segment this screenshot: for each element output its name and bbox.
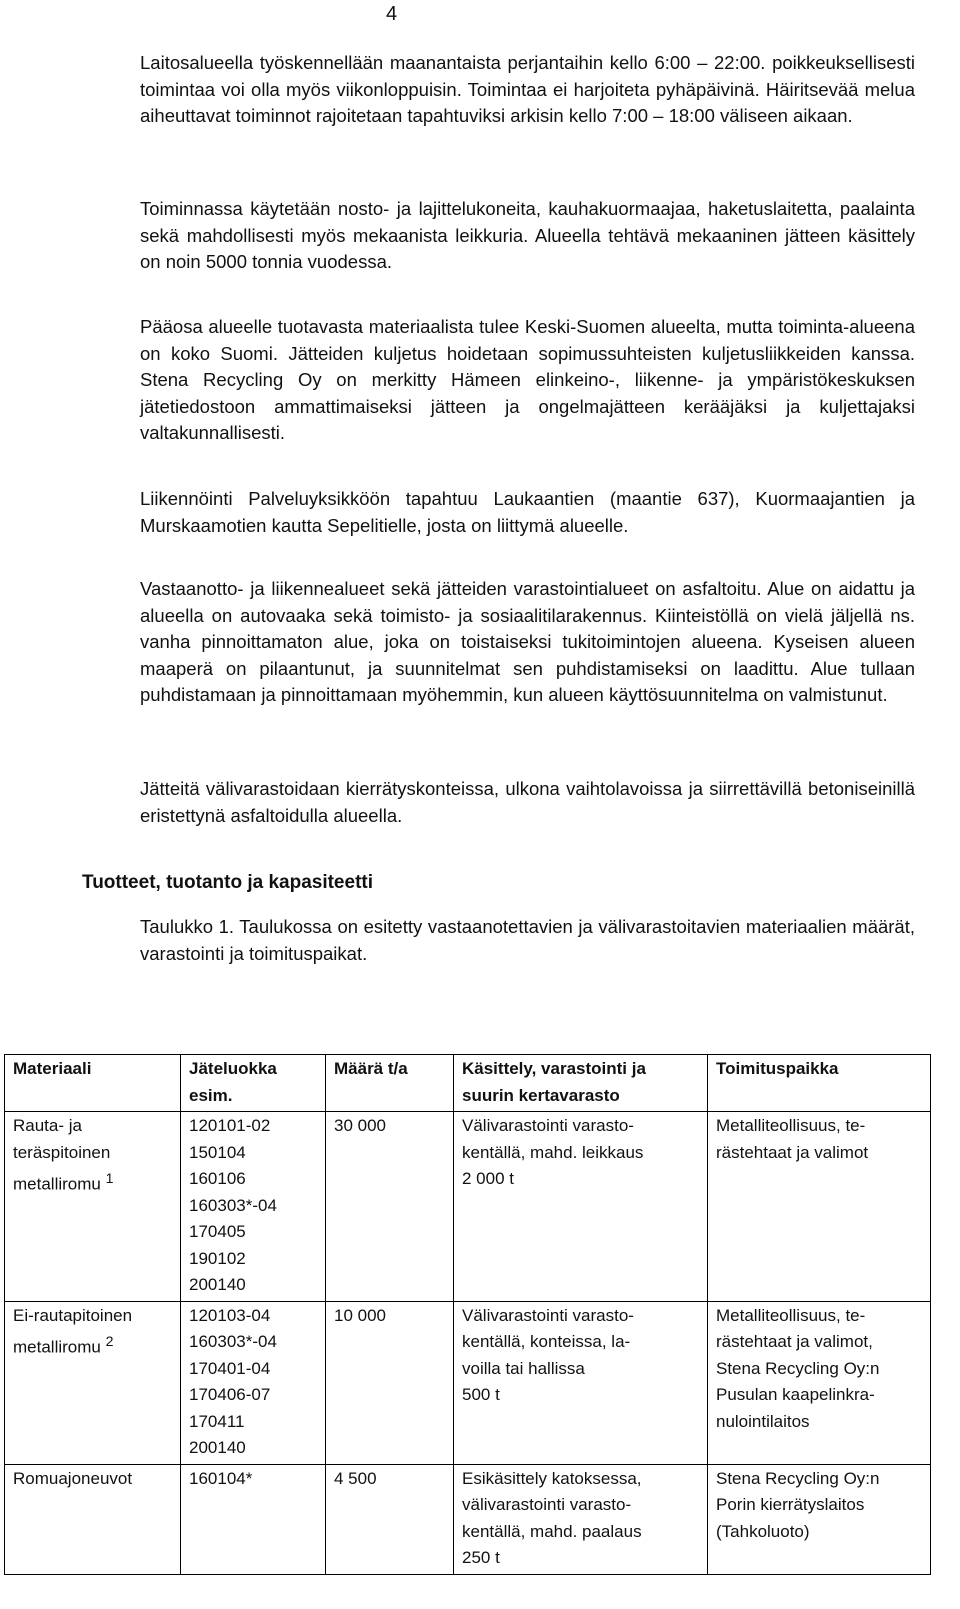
material-footnote: 2 (105, 1334, 114, 1350)
table-caption: Taulukko 1. Taulukossa on esitetty vastaanotettavien ja välivarastoitavien materiaalien määrät, varastointi ja toimituspaikat. (140, 916, 915, 964)
handling-line: 2 000 t (462, 1169, 514, 1188)
waste-code: 120101-02 (189, 1116, 271, 1135)
handling-cell (454, 1301, 708, 1464)
waste-code-cell (181, 1112, 326, 1302)
handling-line: Välivarastointi varasto- (462, 1116, 634, 1135)
paragraph-material-origin: Pääosa alueelle tuotavasta materiaalista tulee Keski-Suomen alueelta, mutta toiminta-alueena on koko Suomi. Jätteiden kuljetus hoidetaan sopimussuhteisten kuljetusliikkeiden kanssa. Stena Recycling Oy on merkitty Hämeen elinkeino-, liikenne- ja ympäristökeskuksen jätetiedostoon ammattimaiseksi jätteen ja ongelmajätteen kerääjäksi ja kuljettajaksi valtakunnallisesti. (140, 316, 915, 443)
paragraph-storage: Jätteitä välivarastoidaan kierrätyskonteissa, ulkona vaihtolavoissa ja siirrettävillä betoniseinillä eristettynä asfaltoidulla alueella. (140, 778, 915, 826)
delivery-line: Stena Recycling Oy:n (716, 1358, 880, 1378)
waste-code-cell (181, 1464, 326, 1574)
handling-line: kentällä, mahd. paalaus (462, 1521, 642, 1541)
material-name: Rauta- ja teräspitoinen metalliromu (13, 1116, 111, 1194)
delivery-cell (708, 1112, 931, 1302)
waste-code: 160303*-04 (189, 1195, 277, 1215)
paragraph-working-hours: Laitosalueella työskennellään maanantaista perjantaihin kello 6:00 – 22:00. poikkeuksellisesti toimintaa voi olla myös viikonloppuisin. Toimintaa ei harjoiteta pyhäpäivinä. Häiritsevää melua aiheuttavat toiminnot rajoitetaan tapahtuviksi arkisin kello 7:00 – 18:00 väliseen aikaan. (140, 52, 915, 126)
delivery-line: (Tahkoluoto) (716, 1521, 810, 1541)
handling-line: 500 t (462, 1385, 500, 1404)
handling-line: kentällä, mahd. leikkaus (462, 1142, 644, 1162)
delivery-line: rästehtaat ja valimot, (716, 1332, 873, 1351)
waste-code: 170406-07 (189, 1385, 271, 1404)
waste-code: 200140 (189, 1438, 246, 1457)
material-name: Romuajoneuvot (13, 1468, 133, 1488)
paragraph-areas: Vastaanotto- ja liikennealueet sekä jätteiden varastointialueet on asfaltoitu. Alue on aidattu ja alueella on autovaaka sekä toimisto- ja sosiaalitilarakennus. Kiinteistöllä on vielä jäljellä ns. vanha pinnoittamaton alue, joka on toistaiseksi tukitoimintojen alueena. Kyseisen alueen maaperä on pilaantunut, ja suunnitelmat sen puhdistamiseksi on laadittu. Alue tullaan puhdistamaan ja pinnoittamaan myöhemmin, kun alueen käyttösuunnitelma on valmistunut. (140, 578, 915, 705)
waste-code: 120103-04 (189, 1305, 271, 1325)
amount-cell: 4 500 (326, 1464, 454, 1574)
handling-cell (454, 1464, 708, 1574)
waste-code: 160303*-04 (189, 1332, 277, 1351)
waste-code: 160106 (189, 1169, 246, 1188)
material-cell (5, 1464, 181, 1574)
page-number: 4 (386, 3, 398, 25)
materials-table (4, 1054, 931, 1575)
delivery-line: Porin kierrätyslaitos (716, 1495, 865, 1514)
material-cell (5, 1301, 181, 1464)
waste-code: 150104 (189, 1142, 246, 1162)
waste-code: 200140 (189, 1275, 246, 1294)
waste-code: 170411 (189, 1411, 245, 1431)
delivery-line: Metalliteollisuus, te- (716, 1116, 866, 1135)
handling-line: 250 t (462, 1548, 500, 1567)
handling-line: Välivarastointi varasto- (462, 1305, 634, 1325)
table-row (5, 1301, 931, 1464)
handling-line: Esikäsittely katoksessa, (462, 1468, 642, 1488)
handling-line: voilla tai hallissa (462, 1358, 585, 1378)
waste-code: 170405 (189, 1222, 246, 1241)
amount-cell: 30 000 (326, 1112, 454, 1302)
delivery-cell (708, 1464, 931, 1574)
handling-line: välivarastointi varasto- (462, 1495, 632, 1514)
waste-code: 160104* (189, 1468, 253, 1488)
delivery-line: Stena Recycling Oy:n (716, 1468, 880, 1488)
header-material: Materiaali (5, 1055, 181, 1112)
material-footnote: 1 (105, 1171, 114, 1187)
waste-code: 190102 (189, 1248, 246, 1268)
handling-line: kentällä, konteissa, la- (462, 1332, 631, 1351)
amount-cell: 10 000 (326, 1301, 454, 1464)
header-handling: Käsittely, varastointi ja suurin kertavarasto (454, 1055, 708, 1112)
header-waste-code: Jäteluokka esim. (181, 1055, 326, 1112)
material-name: Ei-rautapitoinen metalliromu (13, 1305, 133, 1357)
header-amount: Määrä t/a (326, 1055, 454, 1112)
delivery-cell (708, 1301, 931, 1464)
paragraph-traffic: Liikennöinti Palveluyksikköön tapahtuu Laukaantien (maantie 637), Kuormaajantien ja Murskaamotien kautta Sepelitielle, josta on liittymä alueelle. (140, 488, 915, 536)
handling-cell (454, 1112, 708, 1302)
waste-code: 170401-04 (189, 1358, 271, 1378)
delivery-line: nulointilaitos (716, 1411, 810, 1431)
paragraph-equipment: Toiminnassa käytetään nosto- ja lajittelukoneita, kauhakuormaajaa, haketuslaitetta, paalainta sekä mahdollisesti myös mekaanista leikkuria. Alueella tehtävä mekaaninen jätteen käsittely on noin 5000 tonnia vuodessa. (140, 198, 915, 272)
table-row (5, 1112, 931, 1302)
table-header-row (5, 1055, 931, 1112)
delivery-line: Metalliteollisuus, te- (716, 1305, 866, 1325)
material-cell (5, 1112, 181, 1302)
delivery-line: Pusulan kaapelinkra- (716, 1385, 875, 1404)
section-heading: Tuotteet, tuotanto ja kapasiteetti (82, 872, 374, 893)
waste-code-cell (181, 1301, 326, 1464)
delivery-line: rästehtaat ja valimot (716, 1142, 869, 1162)
header-delivery: Toimituspaikka (708, 1055, 931, 1112)
table-row (5, 1464, 931, 1574)
